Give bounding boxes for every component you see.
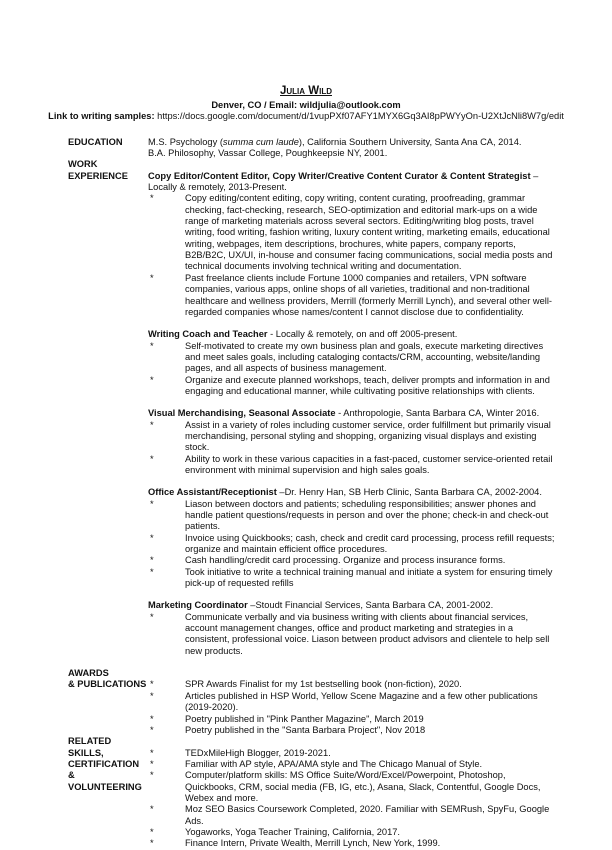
education-ms: M.S. Psychology (summa cum laude), California Southern University, Santa Ana CA, 2014. — [148, 136, 522, 147]
bullet-marker: * — [150, 690, 154, 701]
job-entry — [148, 171, 558, 318]
bullet-text: Finance Intern, Private Wealth, Merrill Lynch, New York, 1999. — [185, 838, 441, 849]
bullet-marker: * — [150, 679, 154, 690]
bullet-marker: * — [150, 826, 154, 837]
bullet-item — [148, 454, 558, 477]
bullet-marker: * — [150, 804, 154, 815]
bullet-text: Computer/platform skills: MS Office Suite/Word/Excel/Powerpoint, Photoshop, Quickbooks, CRM, social media (FB, IG, etc.), Asana, Slack, Contentful, Google Docs, Webex and more. — [185, 770, 541, 803]
job-entry — [148, 600, 558, 657]
bullet-item — [148, 555, 558, 566]
candidate-name: Julia Wild — [280, 85, 332, 97]
work-section — [68, 159, 558, 668]
bullet-item — [148, 375, 558, 398]
job-title: Marketing Coordinator — [148, 600, 248, 611]
bullet-item — [148, 341, 558, 375]
bullet-text: Poetry published in "Pink Panther Magazine", March 2019 — [185, 713, 424, 724]
job-entry — [148, 487, 558, 589]
bullet-text: Liason between doctors and patients; scheduling responsibilities; answer phones and handle patient questions/requests in person and over the phone; check-in and check-out patients. — [185, 498, 549, 532]
education-ba: B.A. Philosophy, Vassar College, Poughkeepsie NY, 2001. — [148, 148, 388, 159]
bullet-text: SPR Awards Finalist for my 1st bestselling book (non-fiction), 2020. — [185, 679, 462, 690]
bullet-marker: * — [150, 611, 154, 622]
job-title: Office Assistant/Receptionist — [148, 487, 277, 498]
bullet-item — [148, 714, 558, 725]
bullet-marker: * — [150, 758, 154, 769]
bullet-text: Invoice using Quickbooks; cash, check and credit card processing, process refill requests; organize and maintain efficient office procedures. — [185, 532, 555, 555]
job-title: Writing Coach and Teacher — [148, 329, 268, 340]
bullet-item — [148, 533, 558, 556]
bullet-item — [148, 838, 558, 849]
bullet-marker: * — [150, 453, 154, 464]
job-heading: Writing Coach and Teacher - Locally & remotely, on and off 2005-present. — [148, 329, 458, 340]
skills-section — [68, 736, 558, 849]
bullet-marker: * — [150, 340, 154, 351]
bullet-marker: * — [150, 713, 154, 724]
writing-samples-link[interactable]: https://docs.google.com/document/d/1vupPXf07AFY1MYX6Gq3AI8pPWYyOn-U2XtJcNli8W7g/edit — [157, 111, 564, 122]
bullet-marker: * — [150, 838, 154, 849]
education-label: EDUCATION — [68, 136, 123, 147]
awards-section — [68, 668, 558, 736]
job-title: Copy Editor/Content Editor, Copy Writer/Creative Content Curator & Content Strategist — [148, 170, 531, 181]
bullet-item — [148, 612, 558, 657]
work-label: WORK EXPERIENCE — [68, 159, 128, 181]
bullet-item — [148, 770, 558, 804]
bullet-item — [148, 193, 558, 272]
bullet-item — [148, 748, 558, 759]
bullet-text: Moz SEO Basics Coursework Completed, 2020. Familiar with SEMRush, SpyFu, Google Ads. — [185, 804, 550, 826]
bullet-marker: * — [150, 272, 154, 283]
bullet-marker: * — [150, 193, 154, 204]
bullet-text: Organize and execute planned workshops, teach, deliver prompts and information in and engaging and educational manner, while cultivating positive relationships with clients. — [185, 374, 550, 396]
bullet-text: Cash handling/credit card processing. Organize and process insurance forms. — [185, 555, 506, 566]
bullet-item — [148, 804, 558, 827]
education-section — [68, 137, 558, 160]
bullet-item — [148, 420, 558, 454]
bullet-text: Copy editing/content editing, copy writing, content curating, proofreading, grammar checking, fact-checking, research, SEO-optimization and editorial mark-ups on a wide range of marketing materials across several sectors. Editing/writing blog posts, travel writing, food writing, fashion writing, luxury content writing, marketing emails, educational writing, webpages, item descriptions, brochures, white papers, company reports, B2B/B2C, UX/UI, in-house and consumer facing communications, social media posts and technical documents involving technical writing and documentation. — [185, 193, 553, 272]
job-title: Visual Merchandising, Seasonal Associate — [148, 408, 336, 419]
bullet-text: Past freelance clients include Fortune 1000 companies and retailers, VPN software companies, various apps, online shops of all varieties, traditional and non-traditional healthcare and wellness providers, Merrill (formerly Merrill Lynch), and several other well-regarded companies whose names/content I cannot disclose due to confidentiality. — [185, 272, 553, 317]
skills-label: RELATED SKILLS, CERTIFICATION & VOLUNTEERING — [68, 736, 142, 792]
bullet-marker: * — [150, 419, 154, 430]
bullet-text: Yogaworks, Yoga Teacher Training, California, 2017. — [185, 826, 401, 837]
bullet-marker: * — [150, 374, 154, 385]
bullet-marker: * — [150, 532, 154, 543]
bullet-text: Familiar with AP style, APA/AMA style and The Chicago Manual of Style. — [185, 758, 483, 769]
bullet-text: Articles published in HSP World, Yellow Scene Magazine and a few other publications (2019-2020). — [185, 690, 538, 713]
bullet-text: Ability to work in these various capacities in a fast-paced, customer service-oriented retail environment with minimal supervision and high sales goals. — [185, 453, 553, 475]
job-entry — [148, 408, 558, 476]
writing-samples-line — [0, 111, 612, 122]
job-heading: Office Assistant/Receptionist –Dr. Henry Han, SB Herb Clinic, Santa Barbara CA, 2002-2004. — [148, 487, 542, 498]
bullet-marker: * — [150, 566, 154, 577]
bullet-text: Poetry published in the "Santa Barbara Project", Nov 2018 — [185, 724, 426, 735]
bullet-marker: * — [150, 498, 154, 509]
bullet-item — [148, 759, 558, 770]
bullet-text: Communicate verbally and via business writing with clients about financial services, account management changes, office and product marketing and strategies in a consistent, professional voice. Liason between product advisors and clientele to help sell new products. — [185, 611, 550, 656]
job-entry — [148, 329, 558, 397]
link-label: Link to writing samples: — [48, 111, 155, 122]
bullet-item — [148, 691, 558, 714]
awards-label: AWARDS & PUBLICATIONS — [68, 668, 147, 690]
bullet-marker: * — [150, 747, 154, 758]
job-heading: Marketing Coordinator –Stoudt Financial Services, Santa Barbara CA, 2001-2002. — [148, 600, 494, 611]
bullet-marker: * — [150, 555, 154, 566]
bullet-marker: * — [150, 770, 154, 781]
bullet-text: Took initiative to write a technical training manual and initiate a system for ensuring timely pick-up of requested refills — [185, 566, 553, 589]
job-heading: Copy Editor/Content Editor, Copy Writer/Creative Content Curator & Content Strategist – Locally & remotely, 2013-Present. — [148, 170, 539, 193]
job-heading: Visual Merchandising, Seasonal Associate - Anthropologie, Santa Barbara CA, Winter 2016. — [148, 408, 540, 419]
contact-info: Denver, CO / Email: wildjulia@outlook.com — [211, 100, 401, 110]
bullet-item — [148, 725, 558, 736]
bullet-item — [148, 679, 558, 690]
bullet-item — [148, 567, 558, 590]
bullet-text: Assist in a variety of roles including customer service, order fulfillment but primarily visual merchandising, personal styling and shopping, organizing visual displays and existing stock. — [185, 419, 551, 453]
bullet-text: Self-motivated to create my own business plan and goals, execute marketing directives and meet sales goals, including cataloging contacts/CRM, accounting, website/landing pages, and all aspects of business management. — [185, 340, 544, 374]
bullet-marker: * — [150, 724, 154, 735]
bullet-text: TEDxMileHigh Blogger, 2019-2021. — [185, 747, 331, 758]
bullet-item — [148, 827, 558, 838]
bullet-item — [148, 499, 558, 533]
bullet-item — [148, 273, 558, 318]
